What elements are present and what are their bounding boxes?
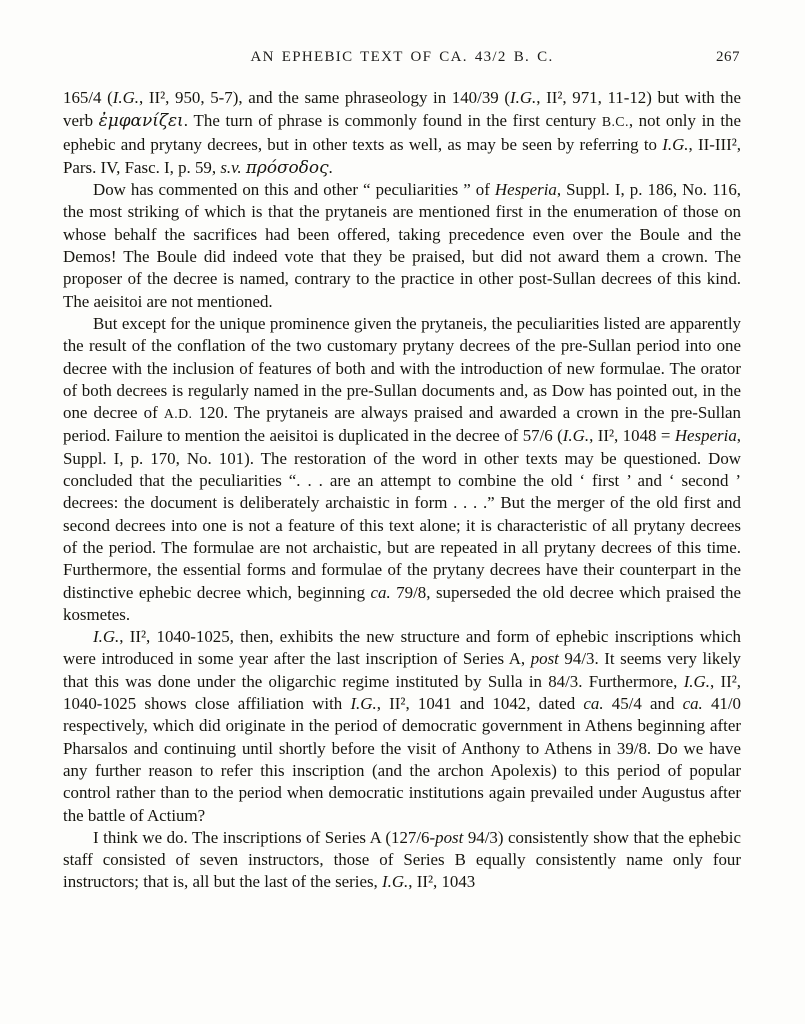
text-run: , II², 1040-1025, then, exhibits the new structure and form of ephebic inscriptions which were introduced in some year after the last inscription of Series A, (63, 627, 741, 669)
text-run: 120. The prytaneis are always praised and awarded a crown in the pre-Sullan period. Failure to mention the aeisitoi is duplicated in the decree of 57/6 ( (63, 403, 742, 446)
text-run: , II², 1048 = (589, 426, 675, 446)
text-run: B.C. (601, 114, 629, 130)
text-run: 45/4 and (603, 694, 683, 714)
text-run: I.G. (683, 671, 710, 691)
paragraph (63, 179, 741, 313)
page-body (63, 87, 741, 894)
text-run: post (435, 827, 464, 847)
text-run: . The turn of phrase is commonly found in the first century (183, 111, 602, 131)
text-run: I.G. (93, 627, 120, 647)
text-run: post (530, 649, 559, 669)
text-run: I.G. (562, 426, 590, 446)
text-run: I.G. (509, 88, 537, 107)
text-run: 79/8, superseded the old decree which praised the kosmetes. (63, 582, 741, 624)
text-run: I.G. (350, 694, 377, 714)
text-run: πρόσοδος (245, 156, 329, 177)
text-run: 94/3. It seems very likely that this was done under the oligarchic regime instituted by Sulla in 84/3. Furthermore, (63, 649, 741, 691)
text-run: , Suppl. I, p. 170, No. 101). The restoration of the word in other texts may be questioned. Dow concluded that the peculiarities “. . . are an attempt to combine the old ‘ first ’ and ‘ second ’ decrees: the document is deliberately archaistic in form . . . .” But the merger of the old first and second decrees into one is not a feature of this text alone; it is characteristic of all prytany decrees of the period. The formulae are not archaistic, but are repeated in all prytany decrees of this time. Furthermore, the essential forms and formulae of the prytany decrees have their counterpart in the distinctive ephebic decree which, beginning (63, 426, 741, 602)
page-number: 267 (716, 49, 740, 65)
text-run: Dow has commented on this and other “ peculiarities ” of (93, 180, 495, 200)
text-run: , Suppl. I, p. 186, No. 116, the most striking of which is that the prytaneis are mentioned first in the enumeration of those on whose behalf the sacrifices had been offered, taking precedence even over the Boule and the Demos! The Boule did indeed vote that they be praised, but did not award them a crown. The proposer of the decree is named, contrary to the practice in other post-Sullan decrees of this kind. The aeisitoi are not mentioned. (63, 180, 742, 311)
text-run: , II², 1041 and 1042, dated (376, 694, 584, 714)
text-run: , II², 1040-1025 shows close affiliation with (63, 671, 741, 714)
text-run: ca. (682, 694, 703, 714)
text-run: . (328, 157, 333, 177)
page-title: AN EPHEBIC TEXT OF CA. 43/2 B. C. (250, 49, 554, 65)
text-run: , II², 1043 (408, 872, 476, 892)
text-run: But except for the unique prominence given the prytaneis, the peculiarities listed are apparently the result of the conflation of the two customary prytany decrees of the pre-Sullan period into one decree with the inclusion of features of both and with the introduction of new formulae. The orator of both decrees is regularly named in the pre-Sullan documents and, as Dow has pointed out, in the one decree of (63, 313, 741, 423)
text-run: s.v. (220, 157, 242, 177)
text-run: Hesperia (494, 180, 557, 200)
text-run: 165/4 ( (63, 88, 113, 107)
paragraph (63, 626, 741, 827)
running-header (63, 49, 741, 71)
paragraph (63, 827, 741, 894)
text-run: , not only in the ephebic and prytany decrees, but in other texts as well, as may be seen by referring to (63, 111, 741, 154)
text-run: Hesperia (674, 426, 737, 446)
text-run: 94/3) consistently show that the ephebic staff consisted of seven instructors, those of Series B equally consistently name only four instructors; that is, all but the last of the series, (63, 827, 742, 892)
text-run: ca. (583, 694, 604, 714)
text-run: I.G. (662, 134, 689, 154)
text-run: ἐμφανίζει (98, 110, 184, 131)
text-run: 41/0 respectively, which did originate in the period of democratic government in Athens beginning after Pharsalos and continuing until shortly before the visit of Anthony to Athens in 39/8. Do we have any further reason to refer this inscription (and the archon Apolexis) to this period of popular control rather than to the period when democratic institutions again prevailed under Augustus after the battle of Actium? (63, 694, 741, 825)
text-run: , II², 950, 5-7), and the same phraseology in 140/39 ( (139, 88, 510, 107)
text-run: A.D. (163, 406, 193, 422)
paragraph (63, 313, 741, 626)
text-run: ca. (370, 582, 391, 602)
text-run: I.G. (112, 88, 140, 107)
text-run: I think we do. The inscriptions of Series A (127/6- (93, 827, 436, 847)
paragraph (63, 87, 741, 179)
text-run: , II², 971, 11-12) but with the verb (63, 88, 741, 131)
text-run: I.G. (381, 872, 409, 892)
text-run: , II-III², Pars. IV, Fasc. I, p. 59, (63, 134, 741, 177)
